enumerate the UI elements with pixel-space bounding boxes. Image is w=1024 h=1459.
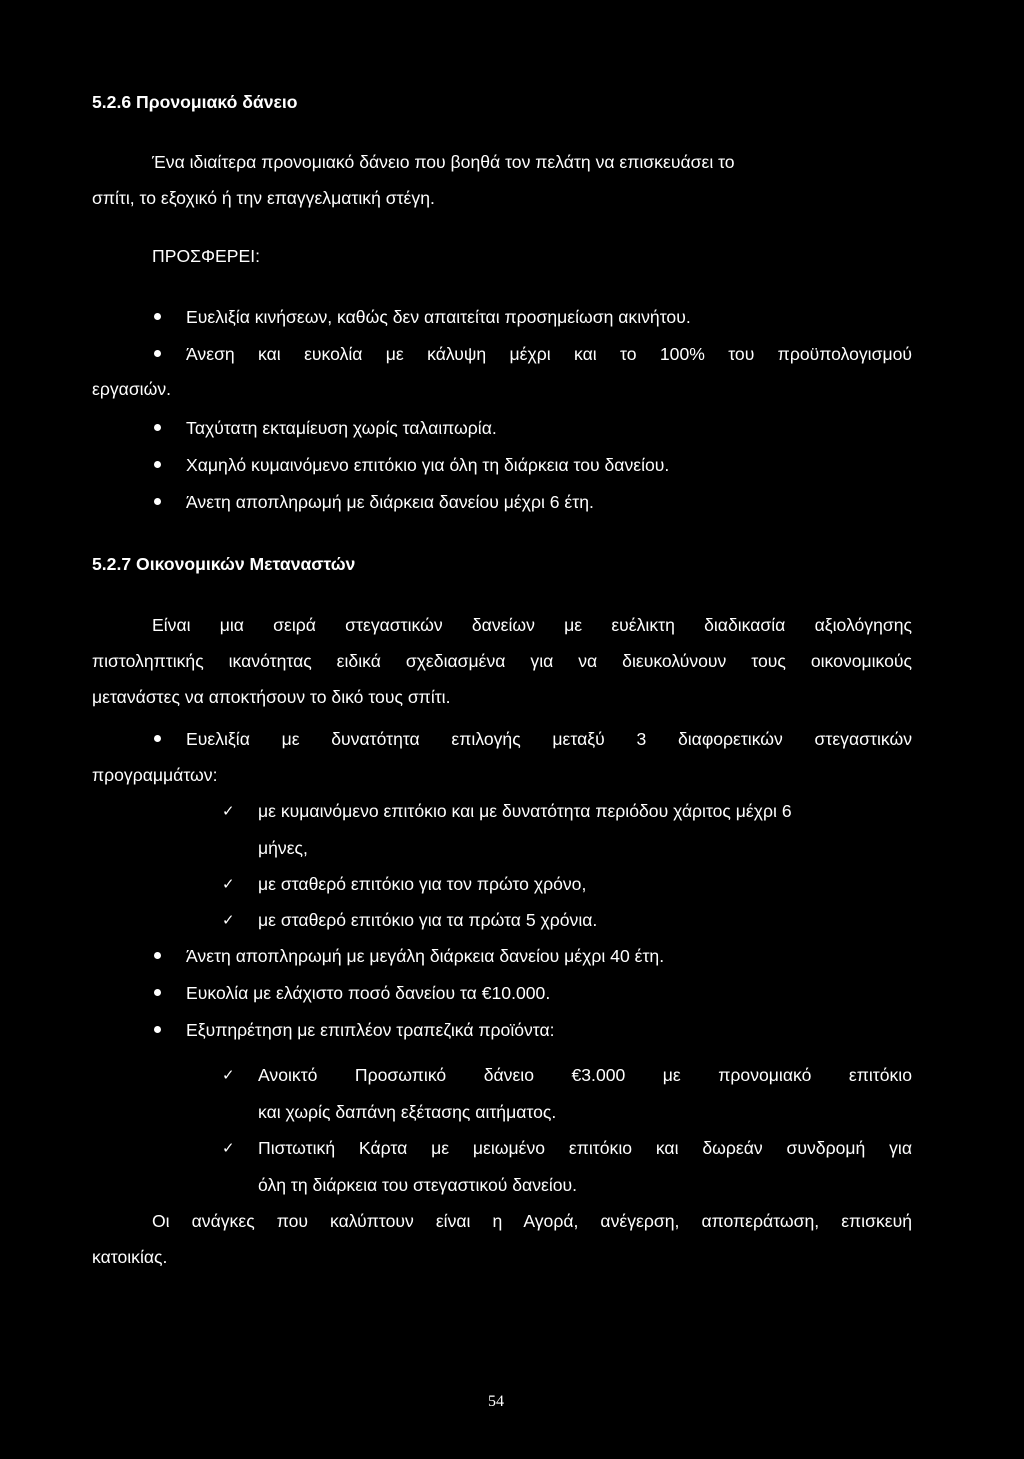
section-526-bullet5: Άνετη αποπληρωμή με διάρκεια δανείου μέχρι 6 έτη. — [186, 492, 594, 512]
section-527-bullet1-line2: προγραμμάτων: — [92, 765, 218, 785]
bullet-icon — [154, 313, 161, 320]
section-527-bullet1-line1: Ευελιξία με δυνατότητα επιλογής μεταξύ 3 διαφορετικών στεγαστικών — [186, 729, 912, 749]
section-527-needs-line2: κατοικίας. — [92, 1247, 168, 1267]
section-527-check1-line2: μήνες, — [258, 838, 308, 858]
section-527-check5-line1: Πιστωτική Κάρτα με μειωμένο επιτόκιο και δωρεάν συνδρομή για — [258, 1138, 912, 1158]
section-526-intro-line1: Ένα ιδιαίτερα προνομιακό δάνειο που βοηθά τον πελάτη να επισκευάσει το — [152, 152, 735, 172]
checkmark-icon: ✓ — [222, 802, 235, 820]
bullet-icon — [154, 735, 161, 742]
bullet-icon — [154, 1026, 161, 1033]
section-527-check3: με σταθερό επιτόκιο για τα πρώτα 5 χρόνια. — [258, 910, 598, 930]
section-527-check2: με σταθερό επιτόκιο για τον πρώτο χρόνο, — [258, 874, 587, 894]
section-526-bullet4: Χαμηλό κυμαινόμενο επιτόκιο για όλη τη διάρκεια του δανείου. — [186, 455, 670, 475]
section-527-intro-line2: πιστοληπτικής ικανότητας ειδικά σχεδιασμένα για να διευκολύνουν τους οικονομικούς — [92, 651, 912, 671]
checkmark-icon: ✓ — [222, 875, 235, 893]
section-527-check1-line1: με κυμαινόμενο επιτόκιο και με δυνατότητα περιόδου χάριτος μέχρι 6 — [258, 801, 792, 821]
section-526-bullet1: Ευελιξία κινήσεων, καθώς δεν απαιτείται προσημείωση ακινήτου. — [186, 307, 691, 327]
section-527-bullet3: Ευκολία με ελάχιστο ποσό δανείου τα €10.000. — [186, 983, 551, 1003]
bullet-icon — [154, 461, 161, 468]
section-527-check4-line2: και χωρίς δαπάνη εξέτασης αιτήματος. — [258, 1102, 557, 1122]
section-526-bullet3: Ταχύτατη εκταμίευση χωρίς ταλαιπωρία. — [186, 418, 497, 438]
section-heading-527: 5.2.7 Οικονομικών Μεταναστών — [92, 554, 356, 574]
section-526-bullet2-line1: Άνεση και ευκολία με κάλυψη μέχρι και το 100% του προϋπολογισμού — [186, 344, 912, 364]
section-heading-526: 5.2.6 Προνομιακό δάνειο — [92, 92, 298, 112]
bullet-icon — [154, 498, 161, 505]
section-526-bullet2-line2: εργασιών. — [92, 379, 172, 399]
section-526-intro-line2: σπίτι, το εξοχικό ή την επαγγελματική στέγη. — [92, 188, 435, 208]
checkmark-icon: ✓ — [222, 911, 235, 929]
section-527-bullet4: Εξυπηρέτηση με επιπλέον τραπεζικά προϊόντα: — [186, 1020, 555, 1040]
section-527-check4-line1: Ανοικτό Προσωπικό δάνειο €3.000 με προνομιακό επιτόκιο — [258, 1065, 912, 1085]
bullet-icon — [154, 952, 161, 959]
checkmark-icon: ✓ — [222, 1066, 235, 1084]
section-527-bullet2: Άνετη αποπληρωμή με μεγάλη διάρκεια δανείου μέχρι 40 έτη. — [186, 946, 665, 966]
section-527-intro-line1: Είναι μια σειρά στεγαστικών δανείων με ευέλικτη διαδικασία αξιολόγησης — [152, 615, 912, 635]
bullet-icon — [154, 424, 161, 431]
checkmark-icon: ✓ — [222, 1139, 235, 1157]
bullet-icon — [154, 350, 161, 357]
bullet-icon — [154, 989, 161, 996]
section-527-check5-line2: όλη τη διάρκεια του στεγαστικού δανείου. — [258, 1175, 578, 1195]
page-number: 54 — [488, 1393, 504, 1410]
section-527-intro-line3: μετανάστες να αποκτήσουν το δικό τους σπίτι. — [92, 687, 451, 707]
offers-label: ΠΡΟΣΦΕΡΕΙ: — [152, 246, 261, 266]
section-527-needs-line1: Οι ανάγκες που καλύπτουν είναι η Αγορά, ανέγερση, αποπεράτωση, επισκευή — [152, 1211, 912, 1231]
